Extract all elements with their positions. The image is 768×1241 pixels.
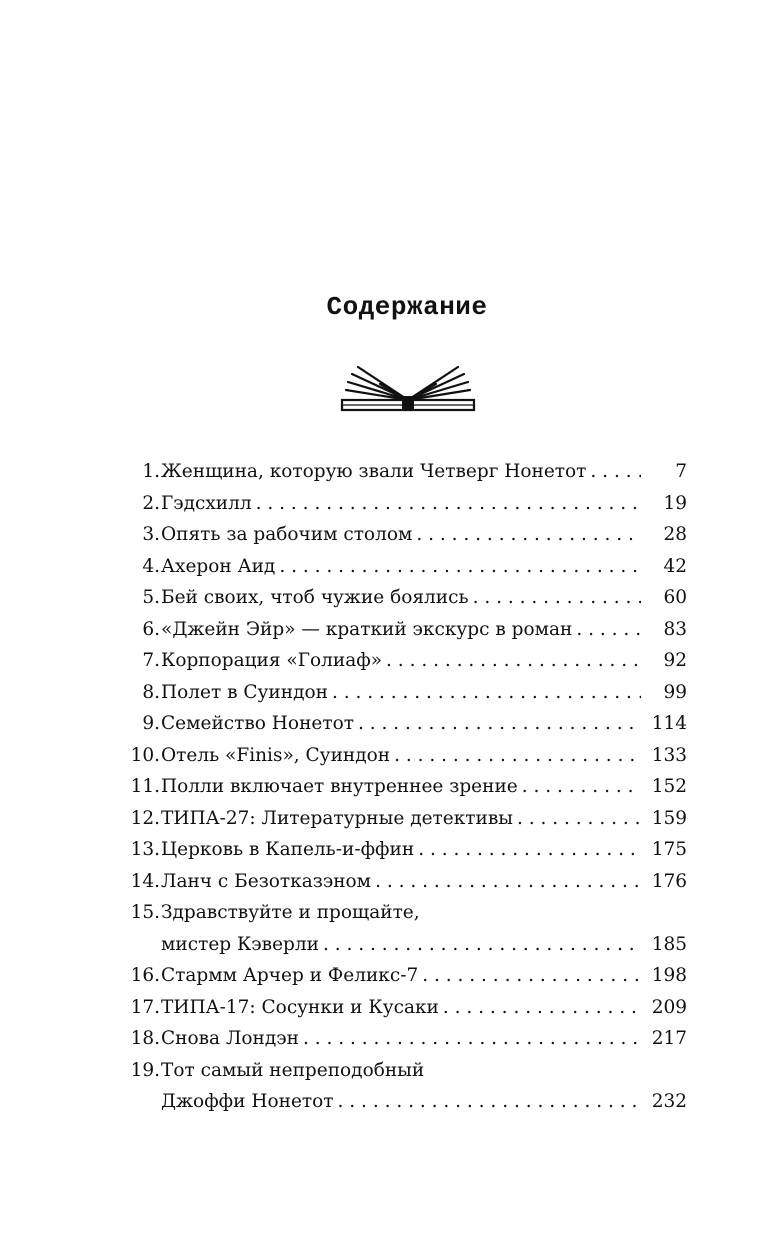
page-title: Содержание — [326, 292, 488, 322]
toc-entry-page: 217 — [651, 1028, 687, 1049]
toc-entry-title: Тот самый непреподобный — [161, 1059, 425, 1081]
toc-entry-title: Бей своих, чтоб чужие боялись — [161, 587, 469, 608]
toc-entry-page: 133 — [651, 744, 687, 766]
toc-entry-title: Стармм Арчер и Феликс-7 — [161, 965, 419, 986]
toc-entry-page: 60 — [663, 587, 687, 608]
toc-entry-page: 42 — [663, 555, 687, 577]
toc-entry — [124, 488, 687, 520]
toc-entry-page: 83 — [663, 618, 687, 640]
dot-leader — [418, 834, 641, 866]
toc-entry-title: Полли включает внутреннее зрение — [161, 776, 518, 797]
dot-leader — [303, 1023, 641, 1055]
toc-entry — [124, 1086, 687, 1118]
toc-entry-title: Здравствуйте и прощайте, — [161, 902, 420, 923]
toc-entry-title: Женщина, которую звали Четверг Нонетот — [161, 461, 587, 482]
toc-entry-number: 19. — [130, 1059, 160, 1081]
toc-entry-title: Ланч с Безотказэном — [161, 870, 372, 892]
dot-leader — [422, 960, 641, 992]
toc-entry-number: 1. — [142, 461, 160, 482]
toc-entry-number: 3. — [142, 524, 160, 545]
toc-entry-number: 9. — [142, 713, 160, 734]
toc-entry-number: 15. — [130, 902, 160, 923]
toc-entry-title: Снова Лондэн — [161, 1028, 299, 1049]
dot-leader — [338, 1086, 641, 1118]
toc-entry-page: 198 — [651, 965, 687, 986]
toc-entry — [124, 1023, 687, 1055]
dot-leader — [375, 866, 641, 898]
toc-entry — [124, 551, 687, 583]
toc-entry-number: 11. — [130, 776, 160, 797]
toc-entry-number: 5. — [142, 587, 160, 608]
dot-leader — [386, 645, 641, 677]
table-of-contents — [124, 456, 687, 1118]
toc-entry — [124, 866, 687, 898]
toc-entry-number: 17. — [130, 996, 160, 1018]
toc-entry-page: 92 — [663, 650, 687, 671]
toc-entry-number: 10. — [130, 744, 160, 766]
toc-entry — [124, 960, 687, 992]
toc-entry — [124, 645, 687, 677]
dot-leader — [576, 614, 641, 646]
toc-entry-page: 114 — [651, 713, 687, 734]
toc-entry-title: Корпорация «Голиаф» — [161, 650, 383, 671]
toc-entry-number: 18. — [130, 1028, 160, 1049]
toc-entry-page: 152 — [651, 776, 687, 797]
open-book-icon — [340, 362, 476, 414]
toc-entry-number: 4. — [142, 555, 160, 577]
toc-entry-number: 2. — [142, 492, 160, 514]
toc-entry-page: 99 — [663, 681, 687, 703]
toc-entry-page: 7 — [675, 461, 687, 482]
toc-entry-number: 7. — [142, 650, 160, 671]
dot-leader — [323, 929, 641, 961]
toc-entry-page: 185 — [651, 933, 687, 955]
toc-entry-title: Опять за рабочим столом — [161, 524, 413, 545]
toc-entry — [124, 771, 687, 803]
toc-entry — [124, 897, 687, 929]
toc-entry-page: 28 — [663, 524, 687, 545]
toc-entry — [124, 456, 687, 488]
toc-entry-page: 175 — [651, 839, 687, 860]
toc-entry-number: 13. — [130, 839, 160, 860]
toc-entry-title: Церковь в Капель-и-ффин — [161, 839, 415, 860]
toc-entry-number: 6. — [142, 618, 160, 640]
toc-entry — [124, 519, 687, 551]
toc-entry-title: «Джейн Эйр» — краткий экскурс в роман — [161, 618, 573, 640]
dot-leader — [256, 488, 641, 520]
toc-entry — [124, 803, 687, 835]
dot-leader — [443, 992, 641, 1024]
toc-entry-title: мистер Кэверли — [161, 933, 319, 955]
dot-leader — [517, 803, 641, 835]
dot-leader — [416, 519, 641, 551]
toc-entry — [124, 677, 687, 709]
dot-leader — [279, 551, 641, 583]
toc-entry — [124, 929, 687, 961]
toc-entry — [124, 834, 687, 866]
toc-entry-page: 209 — [651, 996, 687, 1018]
dot-leader — [358, 708, 641, 740]
toc-entry-title: Отель «Finis», Суиндон — [161, 744, 391, 766]
toc-entry-title: Джоффи Нонетот — [161, 1091, 334, 1112]
dot-leader — [590, 456, 641, 488]
toc-entry — [124, 708, 687, 740]
toc-entry — [124, 614, 687, 646]
toc-entry — [124, 740, 687, 772]
toc-entry-page: 232 — [651, 1091, 687, 1112]
dot-leader — [473, 582, 641, 614]
toc-entry-title: ТИПА-27: Литературные детективы — [161, 807, 513, 829]
toc-entry-title: Семейство Нонетот — [161, 713, 354, 734]
toc-entry — [124, 1055, 687, 1087]
toc-entry-page: 19 — [663, 492, 687, 514]
toc-entry-title: Гэдсхилл — [161, 492, 252, 514]
toc-entry — [124, 992, 687, 1024]
toc-entry-page: 159 — [651, 807, 687, 829]
toc-entry-number: 14. — [130, 870, 160, 892]
toc-entry-number: 16. — [130, 965, 160, 986]
toc-entry-title: ТИПА-17: Сосунки и Кусаки — [161, 996, 439, 1018]
toc-entry-title: Ахерон Аид — [161, 555, 276, 577]
toc-entry-number: 12. — [130, 807, 160, 829]
toc-entry-title: Полет в Суиндон — [161, 681, 328, 703]
dot-leader — [522, 771, 641, 803]
toc-entry — [124, 582, 687, 614]
toc-entry-page: 176 — [651, 870, 687, 892]
toc-entry-number: 8. — [142, 681, 160, 703]
dot-leader — [332, 677, 641, 709]
dot-leader — [394, 740, 641, 772]
